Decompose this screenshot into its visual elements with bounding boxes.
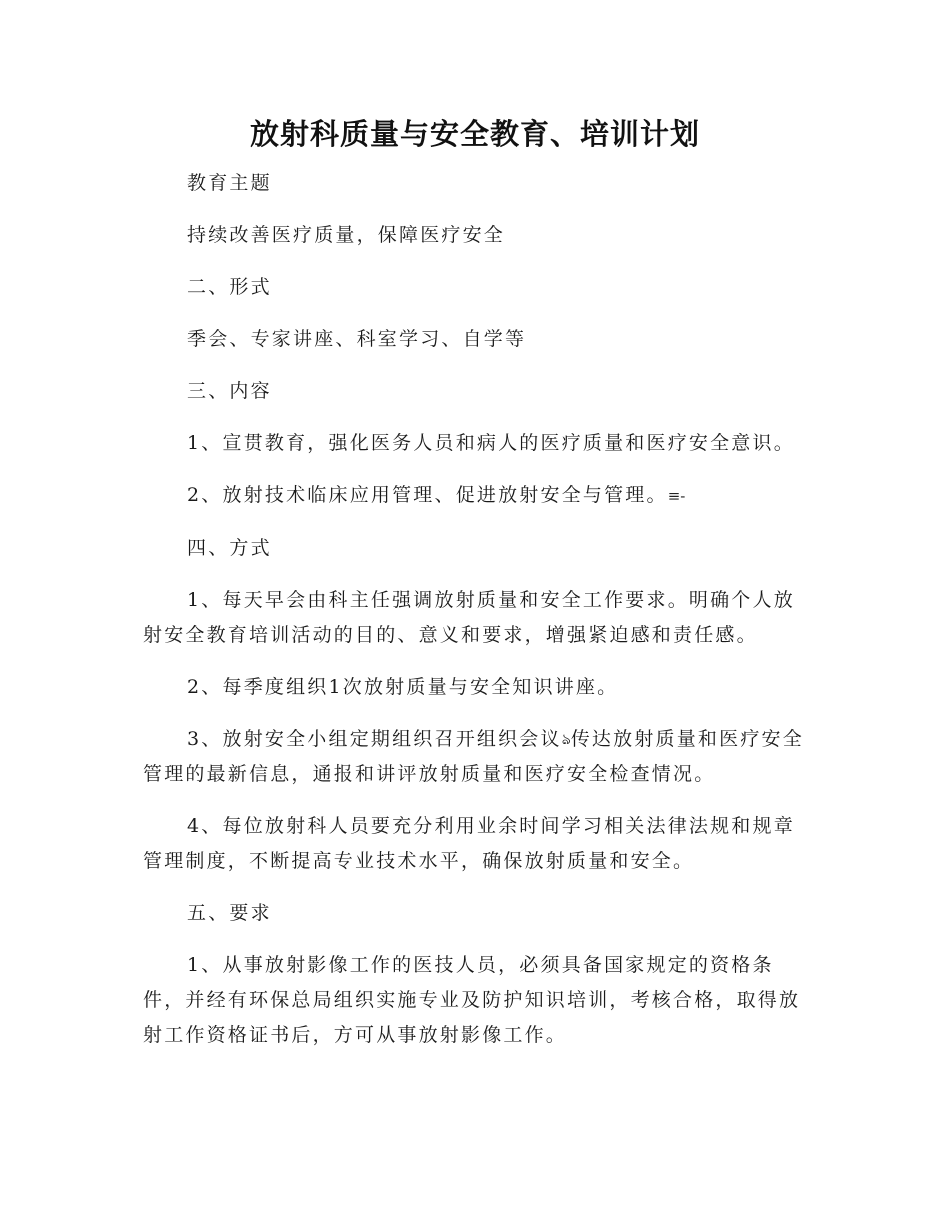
paragraph-section-2-heading: 二、形式 (187, 276, 272, 298)
paragraph-section-5-heading: 五、要求 (187, 902, 272, 924)
paragraph-method-item-2: 2、每季度组织1次放射质量与安全知识讲座。 (187, 675, 619, 698)
paragraph-education-theme: 持续改善医疗质量，保障医疗安全 (187, 224, 506, 246)
document-title: 放射科质量与安全教育、培训计划 (249, 117, 700, 151)
paragraph-method-item-3-text-b: 传达放射质量和医疗安全管理的最新信息，通报和讲评放射质量和医疗安全检查情况。 (143, 727, 804, 785)
paragraph-content-item-2-text: 2、放射技术临床应用管理、促进放射安全与管理。 (187, 484, 668, 506)
document-body (143, 166, 808, 1053)
paragraph-method-item-1: 1、每天早会由科主任强调放射质量和安全工作要求。明确个人放射安全教育培训活动的目的、意义和要求，增强紧迫感和责任感。 (143, 588, 795, 646)
paragraph-method-item-3 (143, 722, 808, 793)
paragraph-education-theme-heading: 教育主题 (187, 172, 272, 194)
stray-symbol-icon: ঌ (561, 730, 571, 748)
paragraph-method-item-4: 4、每位放射科人员要充分利用业余时间学习相关法律法规和规章管理制度，不断提高专业技术水平，确保放射质量和安全。 (143, 815, 795, 872)
stray-mark-icon: ≡- (667, 486, 686, 505)
paragraph-section-3-heading: 三、内容 (187, 380, 272, 402)
paragraph-content-item-1: 1、宣贯教育，强化医务人员和病人的医疗质量和医疗安全意识。 (187, 432, 795, 454)
paragraph-requirement-item-1: 1、从事放射影像工作的医技人员，必须具备国家规定的资格条件，并经有环保总局组织实施专业及防护知识培训，考核合格，取得放射工作资格证书后，方可从事放射影像工作。 (143, 954, 801, 1046)
paragraph-section-4-heading: 四、方式 (187, 536, 272, 559)
paragraph-method-item-3-text-a: 3、放射安全小组定期组织召开组织会议 (187, 727, 562, 750)
paragraph-content-item-2 (143, 478, 808, 514)
paragraph-forms: 季会、专家讲座、科室学习、自学等 (187, 328, 527, 350)
